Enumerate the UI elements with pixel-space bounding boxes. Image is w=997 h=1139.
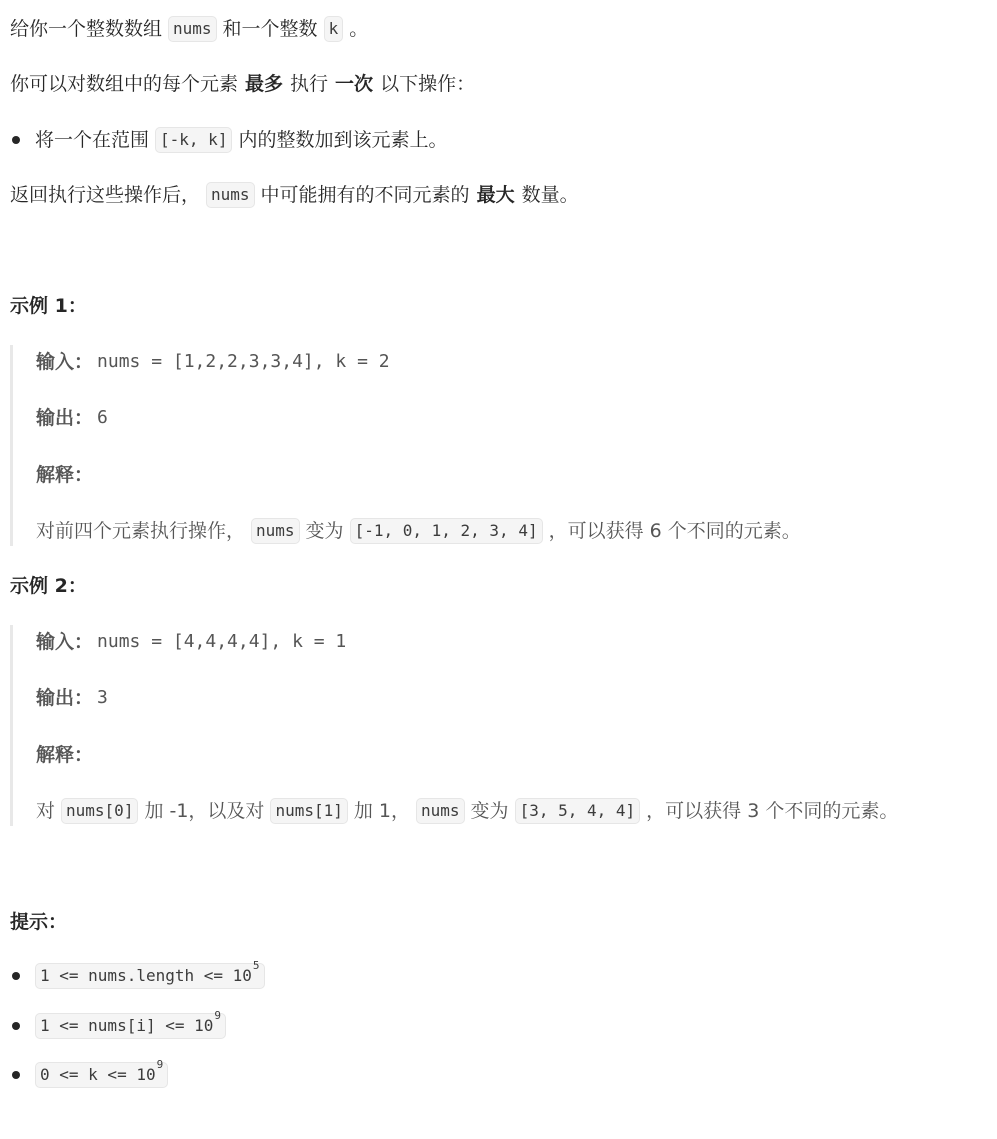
explain-text: 加 -1，以及对 [144, 800, 265, 822]
output-label: 输出： [36, 687, 94, 709]
intro-text: 将一个在范围 [35, 129, 150, 151]
input-value: nums = [1,2,2,3,3,4], k = 2 [97, 351, 390, 372]
inline-code: nums [168, 16, 217, 42]
input-value: nums = [4,4,4,4], k = 1 [97, 631, 347, 652]
input-label: 输入： [36, 631, 94, 653]
bullet-icon [12, 1071, 20, 1079]
example-2-input [36, 628, 346, 656]
intro-text: 给你一个整数数组 [10, 18, 163, 40]
output-label: 输出： [36, 407, 94, 429]
example-1-output [36, 404, 108, 432]
bold-text: 最大 [476, 184, 515, 206]
bold-text: 最多 [245, 73, 284, 95]
inline-code: [3, 5, 4, 4] [515, 798, 641, 824]
explain-label: 解释： [36, 744, 94, 766]
intro-text: 返回执行这些操作后， [10, 184, 201, 206]
explain-text: 变为 [305, 520, 344, 542]
example-2-explanation [36, 797, 898, 825]
intro-text: 以下操作： [380, 73, 476, 95]
intro-text: 数量。 [521, 184, 579, 206]
constraint-item [12, 1008, 232, 1039]
explain-text: 变为 [470, 800, 509, 822]
constraint-item [12, 1057, 174, 1088]
inline-code: [-k, k] [155, 127, 232, 153]
example-1-blockquote [10, 345, 13, 546]
explain-text: ，可以获得 6 个不同的元素。 [548, 520, 801, 542]
inline-code [35, 1057, 168, 1088]
inline-code: nums[0] [61, 798, 138, 824]
example-1-explanation [36, 517, 801, 545]
bold-text: 一次 [335, 73, 374, 95]
constraint-text: 1 <= nums.length <= 10 [40, 966, 252, 985]
constraint-exponent: 9 [214, 1008, 222, 1022]
inline-code [35, 1008, 226, 1039]
example-2-blockquote [10, 625, 13, 826]
intro-text: 你可以对数组中的每个元素 [10, 73, 239, 95]
explain-text: ，可以获得 3 个不同的元素。 [646, 800, 899, 822]
intro-text: 中可能拥有的不同元素的 [260, 184, 470, 206]
output-value: 6 [97, 407, 108, 428]
bullet-icon [12, 1022, 20, 1030]
input-label: 输入： [36, 351, 94, 373]
example-2-explain-label [36, 741, 93, 769]
example-1-explain-label [36, 461, 93, 489]
constraints-title: 提示： [10, 911, 68, 933]
output-value: 3 [97, 687, 108, 708]
intro-text: 执行 [290, 73, 329, 95]
example-2-title: 示例 2： [10, 575, 87, 597]
inline-code: nums[1] [270, 798, 347, 824]
intro-text: 和一个整数 [222, 18, 318, 40]
bullet-icon [12, 136, 20, 144]
constraint-item [12, 958, 271, 989]
explain-text: 加 1， [353, 800, 411, 822]
inline-code: k [324, 16, 344, 42]
example-1-input [36, 348, 390, 376]
inline-code: nums [416, 798, 465, 824]
intro-paragraph-3 [10, 181, 579, 209]
intro-text: 内的整数加到该元素上。 [238, 129, 448, 151]
inline-code [35, 958, 265, 989]
intro-paragraph-1 [10, 15, 368, 43]
example-1-title: 示例 1： [10, 295, 87, 317]
bullet-icon [12, 972, 20, 980]
constraint-exponent: 9 [156, 1057, 164, 1071]
inline-code: nums [251, 518, 300, 544]
constraint-exponent: 5 [252, 958, 260, 972]
constraint-text: 1 <= nums[i] <= 10 [40, 1016, 214, 1035]
explain-label: 解释： [36, 464, 94, 486]
inline-code: [-1, 0, 1, 2, 3, 4] [350, 518, 543, 544]
intro-bullet-item [12, 126, 447, 154]
constraint-text: 0 <= k <= 10 [40, 1065, 156, 1084]
inline-code: nums [206, 182, 255, 208]
example-2-output [36, 684, 108, 712]
intro-paragraph-2 [10, 70, 475, 98]
explain-text: 对 [36, 800, 56, 822]
intro-text: 。 [349, 18, 369, 40]
explain-text: 对前四个元素执行操作， [36, 520, 246, 542]
